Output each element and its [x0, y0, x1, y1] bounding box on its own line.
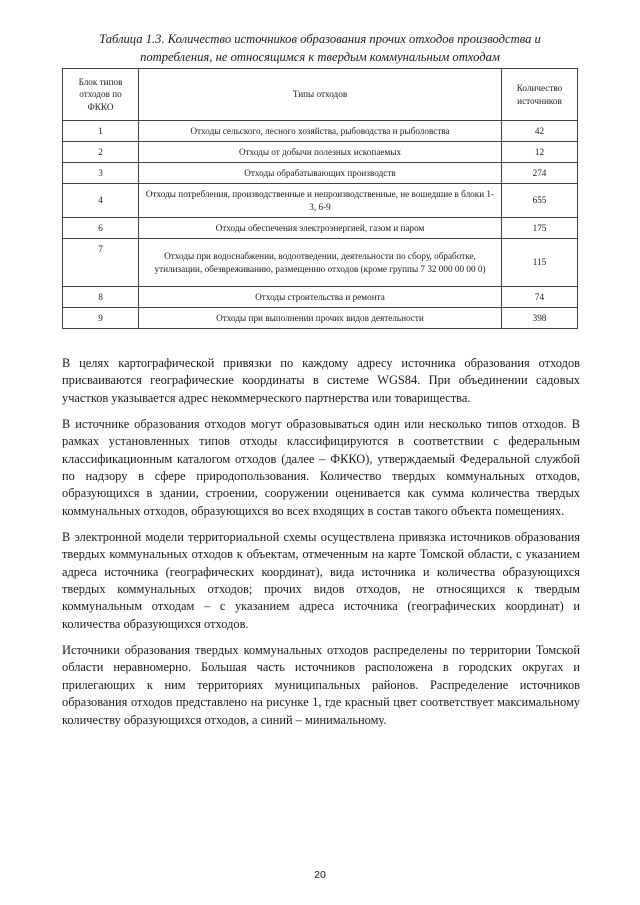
header-waste-types: Типы отходов — [139, 69, 502, 121]
cell-type: Отходы при выполнении прочих видов деятельности — [139, 308, 502, 329]
cell-block: 3 — [63, 163, 139, 184]
cell-type: Отходы от добычи полезных ископаемых — [139, 142, 502, 163]
table-row — [63, 308, 578, 329]
header-fkko-block: Блок типов отходов по ФККО — [63, 69, 139, 121]
cell-block: 1 — [63, 121, 139, 142]
cell-count: 398 — [502, 308, 578, 329]
cell-type: Отходы строительства и ремонта — [139, 287, 502, 308]
cell-block: 9 — [63, 308, 139, 329]
cell-count: 115 — [502, 239, 578, 287]
paragraph: В источнике образования отходов могут образовываться один или несколько типов отходов. В рамках установленных типов отходы классифицируются в соответствии с федеральным классификационным каталогом отходов (далее – ФККО), утверждаемый Федеральной службой по надзору в сфере природопользования. Количество твердых коммунальных отходов, образующихся в здании, строении, сооружении оценивается как сумма количества твердых коммунальных отходов, образующихся во всех входящих в состав такого объекта помещениях. — [62, 416, 580, 518]
cell-count: 274 — [502, 163, 578, 184]
paragraph: В электронной модели территориальной схемы осуществлена привязка источников образования твердых коммунальных отходов к объектам, отмеченным на карте Томской области, с указанием адреса источника (географических координат), вида источника и количества образующихся твердых коммунальных отходов; прочих видов отходов, не относящихся к твердым коммунальным отходам – с указанием адреса источника (географических координат) и количества образующихся отходов. — [62, 529, 580, 631]
table-row — [63, 121, 578, 142]
cell-type: Отходы обрабатывающих производств — [139, 163, 502, 184]
cell-type: Отходы обеспечения электроэнергией, газом и паром — [139, 218, 502, 239]
table-caption: Таблица 1.3. Количество источников образования прочих отходов производства и потребления, не относящимся к твердым коммунальным отходам — [99, 32, 541, 64]
cell-type: Отходы при водоснабжении, водоотведении, деятельности по сбору, обработке, утилизации, обезвреживанию, размещению отходов (кроме группы 7 32 000 00 00 0) — [139, 239, 502, 287]
cell-count: 655 — [502, 184, 578, 218]
cell-count: 74 — [502, 287, 578, 308]
cell-block: 7 — [63, 239, 139, 287]
paragraph: В целях картографической привязки по каждому адресу источника образования отходов присваиваются географические координаты в системе WGS84. При объединении садовых участков указывается адрес некоммерческого партнерства или товарищества. — [62, 356, 580, 405]
cell-type: Отходы сельского, лесного хозяйства, рыбоводства и рыболовства — [139, 121, 502, 142]
cell-count: 12 — [502, 142, 578, 163]
waste-sources-table — [62, 68, 578, 329]
table-row — [63, 184, 578, 218]
body-text — [62, 355, 580, 738]
table-row — [63, 218, 578, 239]
cell-type: Отходы потребления, производственные и непроизводственные, не вошедшие в блоки 1-3, 6-9 — [139, 184, 502, 218]
table-header-row — [63, 69, 578, 121]
cell-block: 6 — [63, 218, 139, 239]
page-number: 20 — [314, 869, 326, 881]
header-source-count: Количество источников — [502, 69, 578, 121]
table-row — [63, 142, 578, 163]
cell-block: 2 — [63, 142, 139, 163]
paragraph: Источники образования твердых коммунальных отходов распределены по территории Томской области неравномерно. Большая часть источников расположена в городских округах и прилегающих к ним территориях муниципальных районов. Распределение источников образования отходов представлено на рисунке 1, где красный цвет соответствует максимальному количеству образующихся отходов, а синий – минимальному. — [62, 642, 580, 727]
table-row — [63, 163, 578, 184]
table-row — [63, 239, 578, 287]
cell-count: 42 — [502, 121, 578, 142]
cell-block: 8 — [63, 287, 139, 308]
table-row — [63, 287, 578, 308]
cell-block: 4 — [63, 184, 139, 218]
cell-count: 175 — [502, 218, 578, 239]
